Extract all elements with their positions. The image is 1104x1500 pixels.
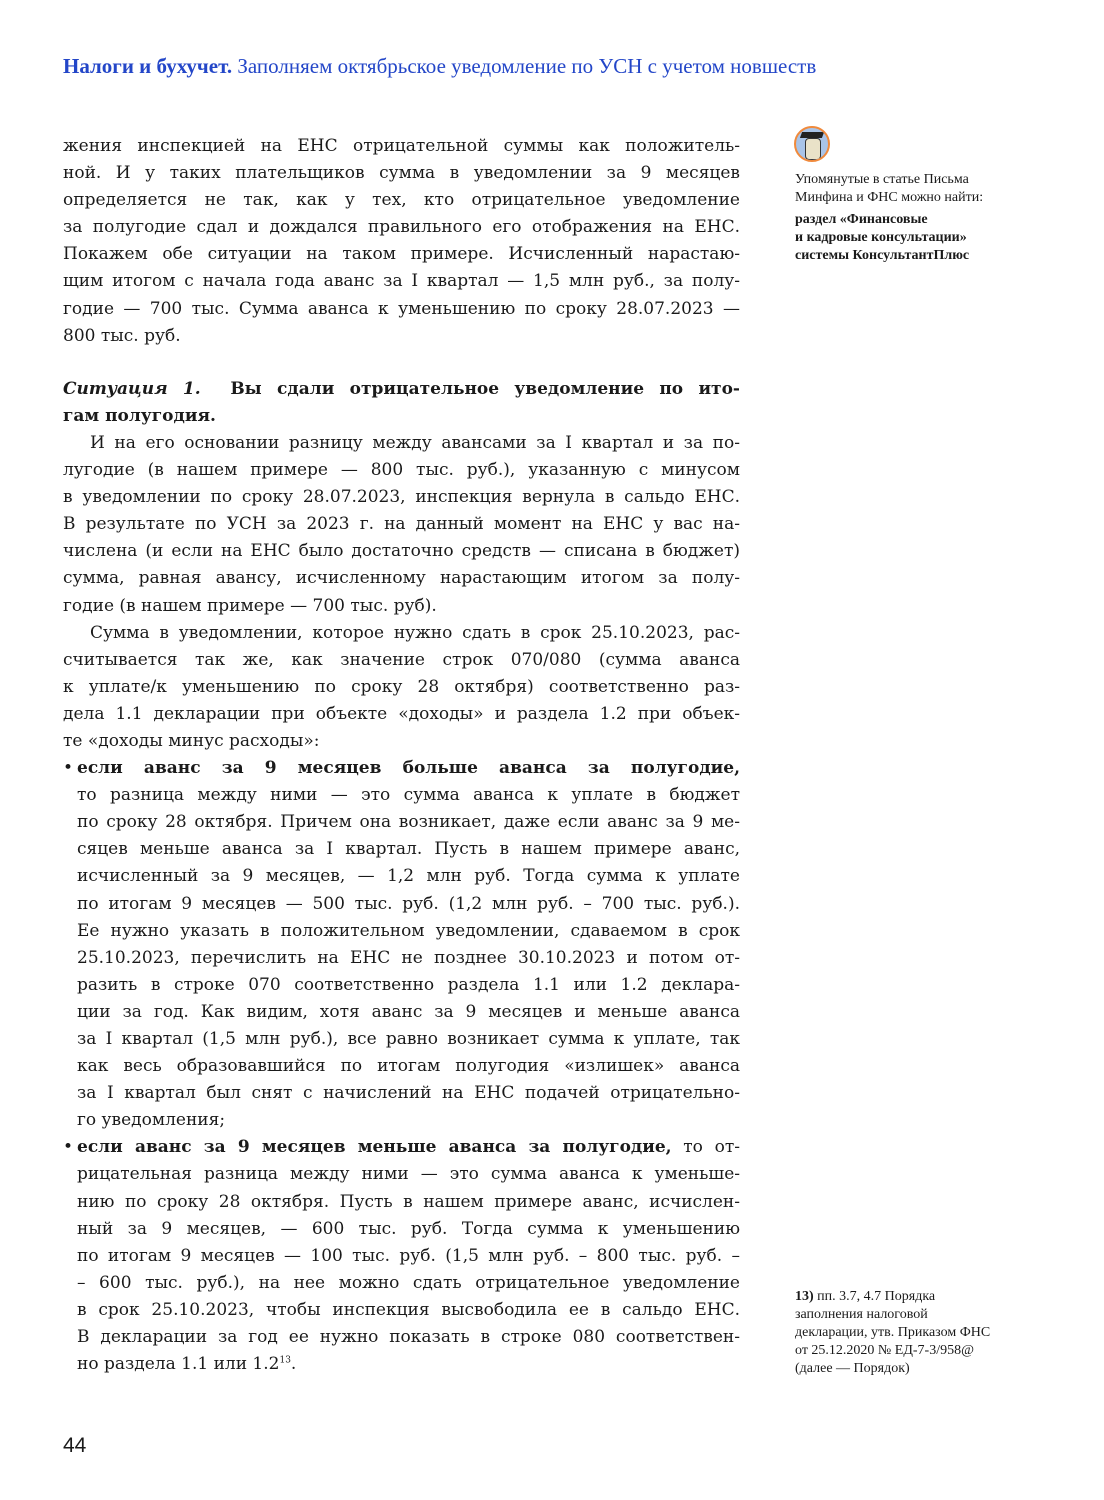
text-line: В результате по УСН за 2023 г. на данный момент на ЕНС у вас на- xyxy=(63,514,740,535)
footnote-13 xyxy=(795,1288,990,1378)
bullet-2-rest: то от- xyxy=(671,1137,740,1158)
footnote-number: 13) xyxy=(795,1289,814,1304)
text-line: по итогам 9 месяцев — 500 тыс. руб. (1,2 млн руб. – 700 тыс. руб.). xyxy=(77,893,740,914)
main-text-column xyxy=(63,133,740,1378)
heading-line: Вы сдали отрицательное уведомление по ито- xyxy=(230,378,740,399)
bullet-1-bold: если аванс за 9 месяцев больше аванса за полугодие, xyxy=(77,758,740,779)
section-heading xyxy=(63,376,740,403)
footnote-line: декларации, утв. Приказом ФНС xyxy=(795,1325,991,1340)
text-line: В декларации за год ее нужно показать в строке 080 соответствен- xyxy=(77,1327,740,1348)
text-line: определяется не так, как у тех, кто отрицательное уведомление xyxy=(63,190,740,211)
text-line: рицательная разница между ними — это сумма аванса к уменьше- xyxy=(77,1164,740,1185)
bullet-1-first-line xyxy=(63,755,740,782)
text: . xyxy=(290,1354,297,1375)
footnote-line: (далее — Порядок) xyxy=(795,1361,910,1376)
text-line: годие — 700 тыс. Сумма аванса к уменьшению по сроку 28.07.2023 — xyxy=(63,298,740,319)
paragraph-calculation xyxy=(63,620,740,755)
page-number: 44 xyxy=(63,1434,87,1457)
text-line: по сроку 28 октября. Причем она возникает, даже если аванс за 9 ме- xyxy=(77,812,740,833)
text-line: Ее нужно указать в положительном уведомлении, сдаваемом в срок xyxy=(77,920,740,941)
footnote-ref[interactable]: 13 xyxy=(279,1355,291,1366)
text-line: ный за 9 месяцев, — 600 тыс. руб. Тогда сумма к уменьшению xyxy=(77,1218,740,1239)
text-line: дела 1.1 декларации при объекте «доходы» и раздела 1.2 при объек- xyxy=(63,703,740,724)
bullet-2-last-line xyxy=(63,1351,740,1378)
text-line: го уведомления; xyxy=(77,1110,226,1131)
text: но раздела 1.1 или 1.2 xyxy=(77,1354,280,1375)
running-header xyxy=(63,54,816,79)
note-bold-line: и кадровые консультации» xyxy=(795,230,967,245)
text-line: 800 тыс. руб. xyxy=(63,325,181,346)
footnote-line: заполнения налоговой xyxy=(795,1307,928,1322)
text-line: годие (в нашем примере — 700 тыс. руб). xyxy=(63,595,437,616)
header-section: Налоги и бухучет. xyxy=(63,54,233,78)
text-line: ной. И у таких плательщиков сумма в уведомлении за 9 месяцев xyxy=(63,163,740,184)
text-line: И на его основании разницу между авансами за I квартал и за по- xyxy=(90,432,740,453)
text-line: Сумма в уведомлении, которое нужно сдать в срок 25.10.2023, рас- xyxy=(90,622,740,643)
text-line: как весь образовавшийся по итогам полугодия «излишек» аванса xyxy=(77,1056,740,1077)
text-line: в уведомлении по сроку 28.07.2023, инспекция вернула в сальдо ЕНС. xyxy=(63,487,740,508)
text-line: к уплате/к уменьшению по сроку 28 октября) соответственно раз- xyxy=(63,676,740,697)
bullet-2-bold: если аванс за 9 месяцев меньше аванса за полугодие, xyxy=(77,1137,672,1158)
text-line: – 600 тыс. руб.), на нее можно сдать отрицательное уведомление xyxy=(77,1272,740,1293)
text-line: лугодие (в нашем примере — 800 тыс. руб.), указанную с минусом xyxy=(63,460,740,481)
footnote-line: от 25.12.2020 № ЕД-7-3/958@ xyxy=(795,1343,974,1358)
heading-label: Ситуация 1. xyxy=(63,378,201,399)
text-line: считывается так же, как значение строк 070/080 (сумма аванса xyxy=(63,649,740,670)
text-line: за I квартал был снят с начислений на ЕНС подачей отрицательно- xyxy=(77,1083,740,1104)
bullet-2-first-line xyxy=(63,1134,740,1161)
bullet-2 xyxy=(63,1161,740,1351)
footnote-line: пп. 3.7, 4.7 Порядка xyxy=(817,1289,936,1304)
text-line: щим итогом с начала года аванс за I квартал — 1,5 млн руб., за полу- xyxy=(63,271,740,292)
note-line: Минфина и ФНС можно найти: xyxy=(795,190,984,205)
text-line: числена (и если на ЕНС было достаточно средств — списана в бюджет) xyxy=(63,541,740,562)
text-line: те «доходы минус расходы»: xyxy=(63,730,320,751)
note-bold-line: системы КонсультантПлюс xyxy=(795,248,970,263)
paragraph-situation xyxy=(63,430,740,620)
note-line: Упомянутые в статье Письма xyxy=(795,172,969,187)
text-line: сяцев меньше аванса за I квартал. Пусть в нашем примере аванс, xyxy=(77,839,740,860)
text-line: 25.10.2023, перечислить на ЕНС не позднее 30.10.2023 и потом от- xyxy=(77,947,740,968)
text-line: жения инспекцией на ЕНС отрицательной суммы как положитель- xyxy=(63,136,740,156)
paragraph-intro xyxy=(63,133,740,350)
text-line: за полугодие сдал и дождался правильного его отображения на ЕНС. xyxy=(63,217,740,238)
text-line: исчисленный за 9 месяцев, — 1,2 млн руб. Тогда сумма к уплате xyxy=(77,866,740,887)
header-title: Заполняем октябрьское уведомление по УСН с учетом новшеств xyxy=(237,54,817,78)
note-bold-line: раздел «Финансовые xyxy=(795,212,928,227)
text-line: сумма, равная авансу, исчисленному нарастающим итогом за полу- xyxy=(63,568,740,589)
text-line: по итогам 9 месяцев — 100 тыс. руб. (1,5 млн руб. – 800 тыс. руб. – xyxy=(77,1245,740,1266)
text-line: то разница между ними — это сумма аванса к уплате в бюджет xyxy=(77,785,740,806)
text-line: разить в строке 070 соответственно раздела 1.1 или 1.2 деклара- xyxy=(77,974,740,995)
text-line: в срок 25.10.2023, чтобы инспекция высвободила ее в сальдо ЕНС. xyxy=(77,1299,740,1320)
text-line: ции за год. Как видим, хотя аванс за 9 месяцев и меньше аванса xyxy=(77,1001,740,1022)
sidebar-note xyxy=(795,171,983,265)
text-line: Покажем обе ситуации на таком примере. Исчисленный нарастаю- xyxy=(63,244,740,265)
scholar-avatar-icon xyxy=(794,126,830,162)
text-line: за I квартал (1,5 млн руб.), все равно возникает сумма к уплате, так xyxy=(77,1029,740,1049)
text-line: нию по сроку 28 октября. Пусть в нашем примере аванс, исчислен- xyxy=(77,1191,740,1212)
bullet-1 xyxy=(63,782,740,1134)
heading-line: гам полугодия. xyxy=(63,405,216,426)
